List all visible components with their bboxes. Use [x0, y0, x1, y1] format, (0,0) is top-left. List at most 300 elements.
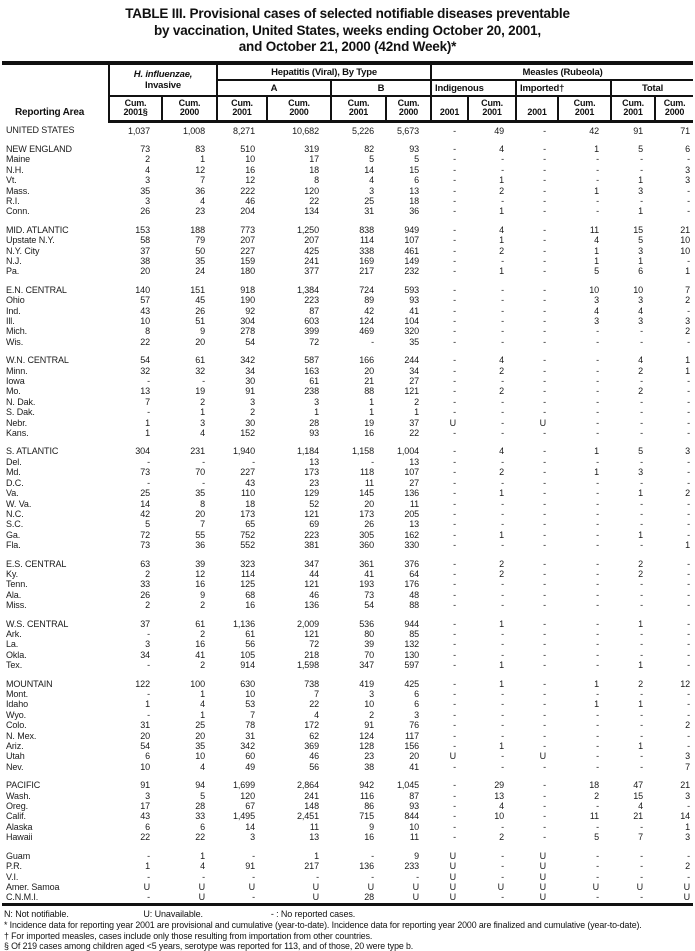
value-cell: 4	[499, 801, 505, 812]
value-cell: 2	[685, 861, 691, 872]
value-cell: -	[453, 195, 457, 206]
table-row	[2, 519, 693, 529]
value-cell: -	[543, 639, 547, 650]
value-cell: -	[543, 699, 547, 710]
value-cell: -	[596, 365, 600, 376]
value-cell: -	[453, 245, 457, 256]
value-cell: -	[316, 871, 319, 882]
value-cell: U	[539, 417, 547, 428]
value-cell: 14	[140, 498, 150, 509]
value-cell: 2	[638, 678, 644, 689]
value-cell: 36	[409, 206, 420, 217]
value-cell: 1	[594, 185, 600, 196]
value-cell: 1	[145, 861, 150, 872]
value-cell: -	[501, 892, 505, 903]
table-row	[2, 679, 693, 689]
value-cell: -	[596, 175, 600, 186]
value-cell: -	[453, 558, 457, 569]
table-row	[2, 639, 693, 649]
value-cell: -	[687, 428, 691, 439]
value-cell: 169	[359, 255, 374, 266]
reporting-area-cell: Ga.	[6, 529, 21, 540]
value-cell: 278	[240, 326, 255, 337]
reporting-area-cell: Wyo.	[6, 709, 27, 720]
table-row	[2, 619, 693, 629]
value-cell: -	[543, 365, 547, 376]
value-cell: 21	[680, 224, 691, 235]
value-cell: -	[596, 154, 600, 165]
value-cell: -	[687, 305, 691, 316]
value-cell: -	[501, 316, 505, 326]
value-cell: 2	[200, 600, 205, 611]
value-cell: 110	[240, 488, 255, 499]
value-cell: 944	[404, 618, 420, 629]
value-cell: -	[543, 628, 547, 639]
value-cell: U	[539, 881, 547, 892]
value-cell: -	[501, 730, 505, 741]
value-cell: 136	[304, 600, 319, 611]
value-cell: 1	[200, 689, 205, 699]
value-cell: 587	[304, 355, 319, 366]
value-cell: -	[640, 164, 644, 175]
value-cell: 7	[200, 175, 205, 186]
value-cell: 2	[145, 600, 150, 611]
value-cell: 13	[409, 519, 420, 530]
value-cell: 91	[140, 780, 150, 791]
value-cell: 7	[200, 519, 205, 530]
value-cell: 52	[309, 498, 319, 509]
group-spacer	[2, 551, 693, 559]
measles-group-header: Measles (Rubeola)	[431, 63, 693, 80]
value-cell: 20	[195, 336, 205, 347]
value-cell: 241	[304, 790, 319, 801]
value-cell: -	[453, 185, 457, 196]
value-cell: -	[596, 618, 600, 629]
value-cell: 28	[309, 417, 319, 428]
table-row	[2, 872, 693, 882]
value-cell: -	[543, 326, 547, 337]
value-cell: -	[640, 579, 644, 590]
table-row	[2, 509, 693, 519]
value-cell: -	[640, 428, 644, 439]
value-cell: -	[687, 699, 691, 710]
table-row	[2, 801, 693, 811]
value-cell: 118	[359, 467, 374, 478]
value-cell: -	[501, 305, 505, 316]
value-cell: 51	[195, 316, 205, 326]
value-cell: -	[453, 618, 457, 629]
table-row	[2, 720, 693, 730]
value-cell: -	[687, 467, 691, 478]
value-cell: -	[453, 720, 457, 731]
value-cell: 752	[240, 529, 255, 540]
value-cell: 61	[195, 355, 205, 366]
value-cell: 20	[140, 730, 150, 741]
value-cell: 2	[685, 295, 691, 306]
value-cell: -	[596, 498, 600, 509]
value-cell: -	[640, 850, 644, 861]
column-header: 2001	[431, 96, 468, 122]
value-cell: 8	[145, 326, 150, 337]
value-cell: -	[147, 850, 150, 861]
table-row	[2, 710, 693, 720]
reporting-area-cell: Mass.	[6, 185, 30, 196]
column-header: Cum. 2000	[162, 96, 217, 122]
value-cell: 1,158	[351, 446, 374, 457]
value-cell: -	[501, 689, 505, 699]
value-cell: -	[543, 761, 547, 772]
value-cell: 120	[240, 790, 255, 801]
value-cell: -	[453, 508, 457, 519]
value-cell: 20	[364, 498, 374, 509]
value-cell: 1	[200, 709, 205, 720]
value-cell: -	[543, 477, 547, 488]
value-cell: -	[640, 154, 644, 165]
value-cell: 38	[140, 255, 150, 266]
value-cell: 10	[409, 821, 420, 832]
reporting-area-cell: MID. ATLANTIC	[6, 224, 69, 235]
value-cell: 3	[685, 790, 691, 801]
value-cell: -	[501, 326, 505, 337]
value-cell: -	[147, 407, 150, 418]
value-cell: -	[596, 730, 600, 741]
value-cell: 50	[195, 245, 205, 256]
value-cell: -	[543, 316, 547, 326]
table-row	[2, 144, 693, 154]
reporting-area-cell: P.R.	[6, 861, 22, 872]
value-cell: 33	[195, 811, 205, 822]
value-cell: -	[453, 628, 457, 639]
value-cell: U	[683, 892, 691, 903]
value-cell: 121	[304, 579, 319, 590]
value-cell: 121	[304, 508, 319, 519]
value-cell: -	[543, 498, 547, 509]
value-cell: U	[367, 881, 374, 892]
value-cell: 9	[369, 821, 374, 832]
value-cell: 630	[240, 678, 255, 689]
value-cell: 10	[140, 316, 150, 326]
value-cell: -	[202, 456, 205, 467]
value-cell: 218	[304, 649, 319, 660]
group-spacer	[2, 217, 693, 225]
value-cell: 1	[594, 467, 600, 478]
value-cell: -	[640, 326, 644, 337]
value-cell: 46	[309, 751, 319, 762]
value-cell: 942	[359, 780, 374, 791]
value-cell: 724	[359, 284, 374, 295]
table-row	[2, 337, 693, 347]
value-cell: 22	[309, 699, 319, 710]
value-cell: 2	[685, 488, 691, 499]
value-cell: -	[453, 699, 457, 710]
value-cell: 46	[245, 195, 255, 206]
value-cell: -	[501, 709, 505, 720]
table-row	[2, 822, 693, 832]
value-cell: 3	[145, 175, 150, 186]
value-cell: 124	[359, 316, 374, 326]
value-cell: -	[640, 720, 644, 731]
value-cell: 3	[200, 417, 205, 428]
value-cell: -	[371, 850, 374, 861]
value-cell: 338	[359, 245, 374, 256]
value-cell: 54	[364, 600, 374, 611]
value-cell: -	[543, 540, 547, 551]
value-cell: 1,037	[127, 125, 150, 136]
value-cell: -	[252, 892, 255, 903]
value-cell: 12	[195, 568, 205, 579]
value-cell: 145	[359, 488, 374, 499]
value-cell: 37	[140, 618, 150, 629]
value-cell: 2	[145, 568, 150, 579]
table-row	[2, 530, 693, 540]
table-row	[2, 540, 693, 550]
value-cell: -	[543, 709, 547, 720]
value-cell: 25	[195, 720, 205, 731]
value-cell: 1	[200, 850, 205, 861]
value-cell: 188	[190, 224, 205, 235]
value-cell: -	[501, 699, 505, 710]
value-cell: 844	[404, 811, 420, 822]
value-cell: 9	[200, 326, 205, 337]
value-cell: -	[687, 417, 691, 428]
value-cell: -	[501, 579, 505, 590]
value-cell: 2	[638, 558, 644, 569]
value-cell: -	[596, 639, 600, 650]
value-cell: 46	[309, 589, 319, 600]
value-cell: U	[449, 892, 457, 903]
value-cell: 39	[364, 639, 374, 650]
value-cell: 34	[140, 649, 150, 660]
value-cell: -	[543, 206, 547, 217]
value-cell: -	[147, 709, 150, 720]
value-cell: -	[596, 428, 600, 439]
value-cell: -	[543, 428, 547, 439]
value-cell: 1,940	[232, 446, 255, 457]
value-cell: -	[543, 446, 547, 457]
value-cell: 10	[245, 154, 255, 165]
value-cell: -	[453, 456, 457, 467]
value-cell: 347	[359, 660, 374, 671]
value-cell: -	[687, 456, 691, 467]
reporting-area-cell: Ill.	[6, 316, 15, 326]
value-cell: 18	[309, 164, 319, 175]
value-cell: 18	[589, 780, 600, 791]
value-cell: 13	[409, 456, 420, 467]
table-row	[2, 660, 693, 670]
table-row	[2, 811, 693, 821]
value-cell: 85	[409, 628, 420, 639]
reporting-area-cell: W.S. CENTRAL	[6, 618, 69, 629]
value-cell: 132	[404, 639, 420, 650]
value-cell: 3	[145, 639, 150, 650]
value-cell: -	[501, 195, 505, 206]
value-cell: 16	[364, 428, 374, 439]
value-cell: 91	[245, 386, 255, 397]
value-cell: 18	[409, 195, 420, 206]
value-cell: -	[147, 376, 150, 387]
value-cell: 1	[369, 407, 374, 418]
table-row	[2, 235, 693, 245]
reporting-area-cell: N.C.	[6, 508, 24, 519]
value-cell: 342	[240, 355, 255, 366]
value-cell: 42	[364, 305, 374, 316]
value-cell: 93	[409, 295, 420, 306]
value-cell: 116	[359, 790, 374, 801]
value-cell: 3	[685, 832, 691, 843]
value-cell: 1	[499, 266, 505, 277]
value-cell: 6	[685, 143, 691, 154]
reporting-area-cell: N. Dak.	[6, 396, 36, 407]
value-cell: -	[543, 376, 547, 387]
value-cell: -	[596, 558, 600, 569]
value-cell: -	[596, 568, 600, 579]
table-row	[2, 285, 693, 295]
value-cell: 21	[633, 811, 644, 822]
value-cell: 425	[404, 678, 420, 689]
value-cell: -	[543, 235, 547, 246]
value-cell: -	[453, 761, 457, 772]
reporting-area-cell: Alaska	[6, 821, 33, 832]
value-cell: 204	[240, 206, 255, 217]
value-cell: 12	[680, 678, 691, 689]
value-cell: 1	[638, 206, 644, 217]
value-cell: 6	[414, 699, 420, 710]
reporting-area-cell: V.I.	[6, 871, 19, 882]
value-cell: -	[501, 589, 505, 600]
value-cell: 83	[195, 143, 205, 154]
value-cell: 9	[414, 850, 420, 861]
value-cell: 2	[250, 407, 255, 418]
table-row	[2, 699, 693, 709]
value-cell: 1	[499, 660, 505, 671]
value-cell: -	[453, 660, 457, 671]
value-cell: 124	[359, 730, 374, 741]
value-cell: 205	[404, 508, 420, 519]
value-cell: 43	[245, 477, 255, 488]
value-cell: 377	[304, 266, 319, 277]
value-cell: 12	[245, 175, 255, 186]
value-cell: 63	[140, 558, 150, 569]
table-row	[2, 154, 693, 164]
value-cell: -	[596, 529, 600, 540]
value-cell: -	[640, 871, 644, 882]
value-cell: -	[501, 498, 505, 509]
table-row	[2, 256, 693, 266]
value-cell: -	[543, 245, 547, 256]
value-cell: -	[596, 326, 600, 337]
value-cell: 5	[638, 143, 644, 154]
value-cell: -	[453, 175, 457, 186]
value-cell: -	[596, 206, 600, 217]
value-cell: 552	[240, 540, 255, 551]
value-cell: 70	[364, 649, 374, 660]
value-cell: -	[640, 396, 644, 407]
value-cell: 71	[680, 125, 691, 136]
value-cell: 7	[314, 689, 319, 699]
value-cell: 53	[245, 699, 255, 710]
value-cell: 2	[594, 790, 600, 801]
value-cell: -	[596, 861, 600, 872]
value-cell: 76	[409, 720, 420, 731]
table-row	[2, 478, 693, 488]
table-row	[2, 316, 693, 326]
value-cell: 2	[499, 386, 505, 397]
value-cell: 597	[404, 660, 420, 671]
value-cell: 31	[140, 720, 150, 731]
value-cell: -	[501, 295, 505, 306]
value-cell: -	[596, 589, 600, 600]
hflu-group-header	[109, 63, 217, 96]
value-cell: -	[543, 811, 547, 822]
value-cell: -	[596, 741, 600, 752]
value-cell: 73	[364, 589, 374, 600]
value-cell: -	[543, 589, 547, 600]
value-cell: -	[453, 376, 457, 387]
value-cell: 33	[140, 579, 150, 590]
value-cell: 7	[685, 284, 691, 295]
value-cell: -	[596, 540, 600, 551]
value-cell: -	[501, 519, 505, 530]
value-cell: 1,136	[232, 618, 255, 629]
value-cell: -	[687, 386, 691, 397]
title-line-1: TABLE III. Provisional cases of selected notifiable diseases preventable	[125, 6, 570, 21]
table-row	[2, 488, 693, 498]
value-cell: 347	[304, 558, 319, 569]
value-cell: -	[453, 266, 457, 277]
value-cell: 8,271	[232, 125, 255, 136]
value-cell: 2	[499, 185, 505, 196]
value-cell: -	[596, 579, 600, 590]
value-cell: 3	[685, 164, 691, 175]
value-cell: 1,008	[182, 125, 205, 136]
value-cell: -	[640, 600, 644, 611]
table-row	[2, 246, 693, 256]
value-cell: 41	[409, 305, 420, 316]
value-cell: 1	[638, 618, 644, 629]
value-cell: -	[596, 892, 600, 903]
value-cell: 1	[499, 488, 505, 499]
reporting-area-cell: N.H.	[6, 164, 24, 175]
value-cell: 5	[594, 266, 600, 277]
value-cell: 54	[140, 741, 150, 752]
value-cell: 17	[140, 801, 150, 812]
value-cell: 3	[594, 316, 600, 326]
value-cell: -	[640, 821, 644, 832]
value-cell: 11	[589, 811, 600, 822]
table-row	[2, 629, 693, 639]
value-cell: 1,699	[232, 780, 255, 791]
value-cell: -	[543, 558, 547, 569]
hflu-species-label: H. influenzae,	[133, 69, 193, 80]
value-cell: -	[453, 316, 457, 326]
value-cell: 914	[240, 660, 255, 671]
value-cell: 10	[245, 689, 255, 699]
value-cell: -	[453, 477, 457, 488]
value-cell: 19	[195, 386, 205, 397]
value-cell: 1	[638, 660, 644, 671]
value-cell: 304	[240, 316, 255, 326]
value-cell: 5	[145, 519, 150, 530]
value-cell: 20	[195, 730, 205, 741]
value-cell: 5,226	[351, 125, 374, 136]
value-cell: 23	[309, 477, 319, 488]
value-cell: -	[543, 255, 547, 266]
value-cell: 17	[309, 154, 319, 165]
value-cell: 91	[364, 720, 374, 731]
value-cell: -	[640, 709, 644, 720]
value-cell: -	[596, 488, 600, 499]
value-cell: 323	[240, 558, 255, 569]
